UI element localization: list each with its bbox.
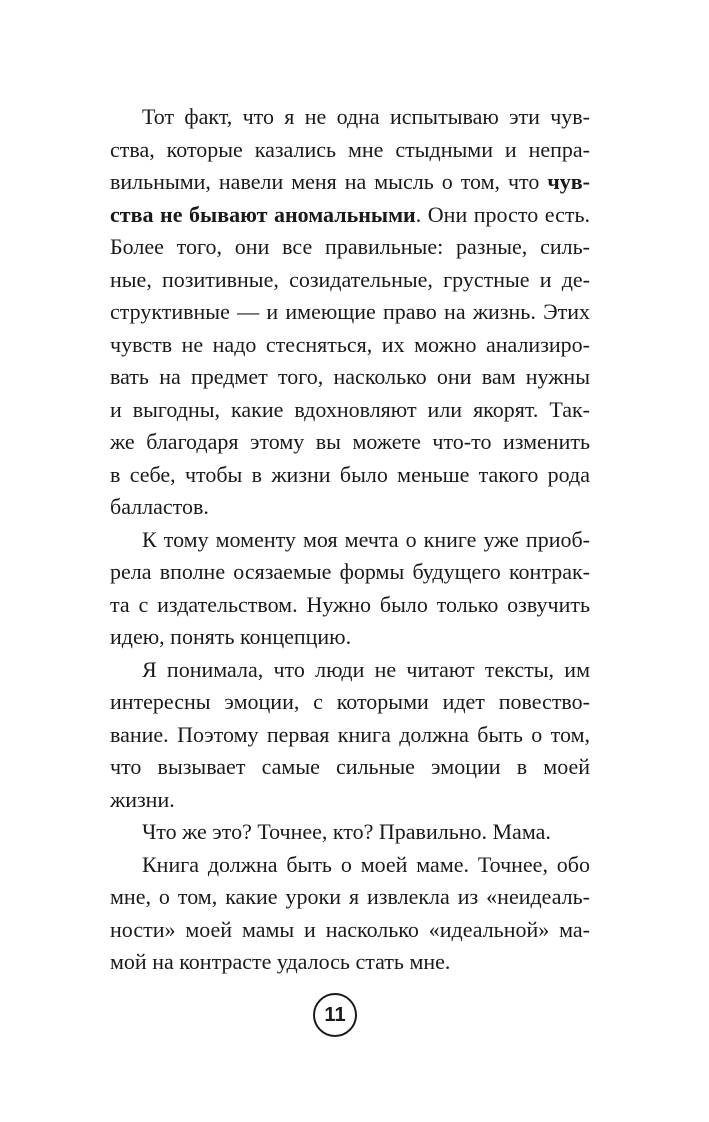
emphasis-text: ства не бывают аномальными [110,201,416,227]
text-line: ства, которые казались мне стыдными и непра- [110,136,590,162]
paragraph-3 [110,654,590,817]
text-line: вильными, навели меня на мысль о том, что чув- [110,169,590,194]
text-line: жизни. [110,786,175,812]
text-line: же благодаря этому вы можете что-то изменить [110,429,590,454]
text-line: Книга должна быть о моей маме. Точнее, обо [142,851,590,877]
text-line: идею, понять концепцию. [110,624,352,649]
text-line: что вызывает самые сильные эмоции в моей [110,754,590,779]
text-line: рела вполне осязаемые формы будущего контрак- [110,559,590,584]
emphasis-text: чув- [547,169,590,194]
text-line: та с издательством. Нужно было только озвучить [110,591,590,617]
text-line: чувств не надо стесняться, их можно анализиро- [110,331,590,357]
text-line: Я понимала, что люди не читают тексты, им [142,656,590,682]
text-line: интересны эмоции, с которыми идет повество- [110,689,590,714]
text-line: мне, о том, какие уроки я извлекла из «неидеаль- [110,884,590,909]
page-number: 11 [313,993,357,1037]
text-line: Более того, они все правильные: разные, силь- [110,234,590,259]
text-line: мой на контрасте удалось стать мне. [110,949,451,974]
text-line: К тому моменту моя мечта о книге уже приоб- [142,526,590,552]
text-line: структивные — и имеющие право на жизнь. Этих [110,299,590,324]
paragraph-1 [110,101,590,524]
text-line: Что же это? Точнее, кто? Правильно. Мама. [142,819,551,844]
text-line: в себе, чтобы в жизни было меньше такого рода [110,461,590,487]
text-line: вание. Поэтому первая книга должна быть о том, [110,721,590,747]
text-line: вать на предмет того, насколько они вам нужны [110,364,590,389]
text-line: ности» моей мамы и насколько «идеальной» ма- [110,916,590,942]
paragraph-5 [110,849,590,979]
text-line: ства не бывают аномальными. Они просто есть. [110,201,590,227]
paragraph-2 [110,524,590,654]
text-line: балластов. [110,494,209,519]
text-line: Тот факт, что я не одна испытываю эти чув- [142,104,590,129]
text-line: и выгодны, какие вдохновляют или якорят. Так- [110,396,590,422]
body-text [110,101,590,979]
text-line: ные, позитивные, созидательные, грустные и де- [110,266,590,292]
paragraph-4 [110,816,590,849]
